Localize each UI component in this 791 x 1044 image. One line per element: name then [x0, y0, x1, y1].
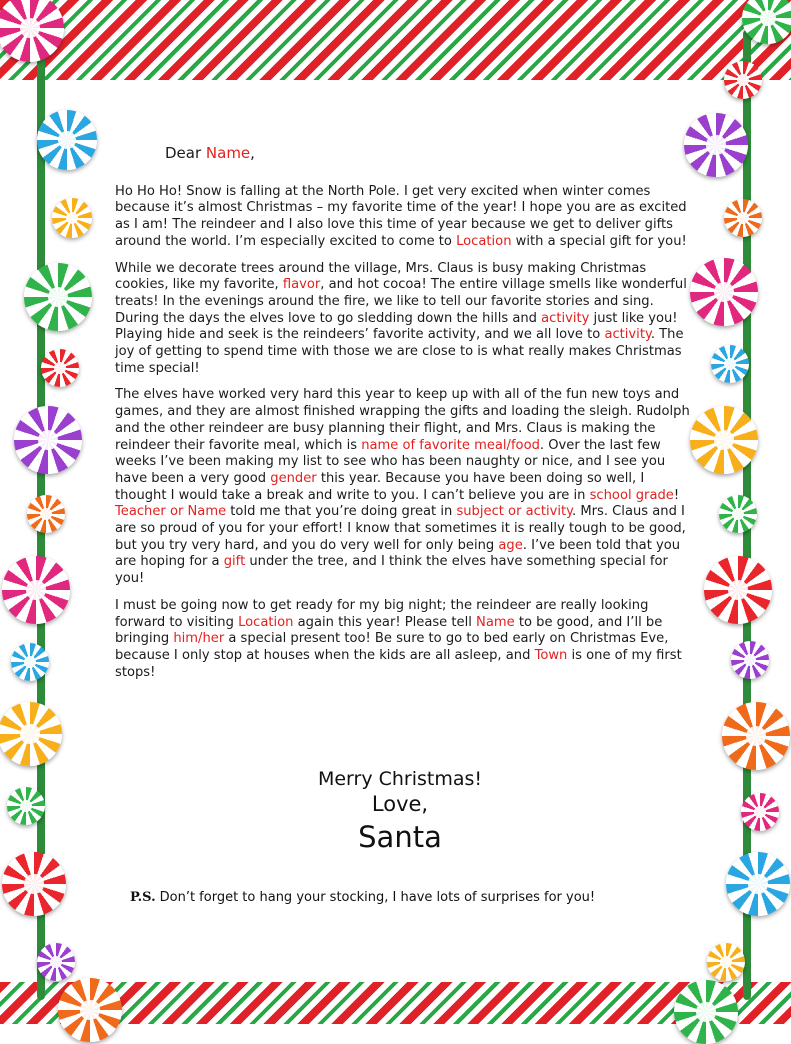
peppermint-candy-icon — [24, 263, 92, 331]
letter-text: to be good, and I’ll be bringing — [115, 614, 663, 647]
peppermint-candy-icon — [0, 702, 62, 766]
letter-text: I must be going now to get ready for my big night; the reindeer are really looking forward to visiting — [115, 597, 649, 630]
ps-label: P.S. — [130, 890, 156, 905]
letter-text: The elves have worked very hard this year to keep up with all of the fun new toys and games, and they are almost finished wrapping the gifts and loading the sleigh. Rudolph and the other reindeer are busy planning their flight, and Mrs. Claus is making the reindeer their favorite meal, which is — [115, 387, 690, 453]
placeholder-meal: name of favorite meal/food — [361, 437, 540, 453]
postscript — [130, 890, 710, 905]
peppermint-candy-icon — [37, 110, 97, 170]
placeholder-town: Town — [534, 647, 568, 663]
placeholder-location: Location — [456, 233, 512, 249]
placeholder-gift: gift — [223, 554, 246, 570]
placeholder-age: age — [498, 537, 523, 553]
closing-merry: Merry Christmas! — [317, 768, 483, 790]
peppermint-candy-icon — [724, 199, 762, 237]
letter-text: , — [250, 144, 255, 162]
peppermint-candy-icon — [707, 943, 745, 981]
greeting — [165, 145, 695, 162]
closing-block — [250, 767, 550, 857]
placeholder-subject: subject or activity — [456, 504, 573, 520]
placeholder-activity: activity — [541, 310, 590, 326]
peppermint-candy-icon — [52, 198, 92, 238]
peppermint-candy-icon — [11, 643, 49, 681]
letter-text: this year. Because you have been doing so well, I thought I would take a break and write to you. I can’t believe you are in — [115, 470, 645, 503]
placeholder-activity: activity — [604, 327, 651, 343]
peppermint-candy-icon — [37, 943, 75, 981]
letter-text: with a special gift for you! — [511, 233, 687, 249]
letter-text: under the tree, and I think the elves have something special for you! — [115, 554, 668, 587]
peppermint-candy-icon — [731, 641, 769, 679]
paragraph-3 — [115, 387, 695, 587]
letter-text: told me that you’re doing great in — [226, 504, 457, 520]
letter-text: . I’ve been told that you are hoping for a — [115, 537, 681, 570]
peppermint-candy-icon — [0, 0, 64, 62]
letter-text: Ho Ho Ho! Snow is falling at the North Pole. I get very excited when winter comes because it’s almost Christmas – my favorite time of the year! I hope you are as excited as I am! The reindeer and I also love this time of year because we get to deliver gifts around the world. I’m especially excited to come to — [115, 183, 687, 249]
placeholder-grade: school grade — [589, 487, 674, 503]
letter-text: just like you! Playing hide and seek is the reindeers’ favorite activity, and we all love to — [115, 310, 678, 343]
peppermint-candy-icon — [722, 702, 790, 770]
placeholder-gender: gender — [270, 470, 317, 486]
signature: Santa — [358, 820, 442, 854]
placeholder-flavor: flavor — [282, 277, 321, 293]
placeholder-name: Name — [205, 144, 251, 162]
letter-text: . The joy of getting to spend time with those we are close to is what really makes Christmas time special! — [115, 327, 684, 376]
letter-text: Dear — [165, 144, 206, 162]
letter-text: ! — [673, 487, 680, 503]
placeholder-name: Name — [476, 614, 515, 630]
peppermint-candy-icon — [741, 793, 779, 831]
peppermint-candy-icon — [58, 978, 122, 1042]
peppermint-candy-icon — [719, 495, 757, 533]
letter-body — [115, 145, 695, 691]
paragraph-4 — [115, 598, 695, 682]
peppermint-candy-icon — [2, 852, 66, 916]
letter-text: again this year! Please tell — [293, 614, 477, 630]
peppermint-candy-icon — [27, 495, 65, 533]
peppermint-candy-icon — [14, 406, 82, 474]
letter-text: While we decorate trees around the village, Mrs. Claus is busy making Christmas cookies, like my favorite, — [115, 260, 647, 293]
paragraph-1 — [115, 184, 695, 251]
peppermint-candy-icon — [726, 852, 790, 916]
peppermint-candy-icon — [711, 345, 749, 383]
letter-text: is one of my first stops! — [115, 647, 682, 680]
placeholder-location: Location — [238, 614, 294, 630]
placeholder-pronoun: him/her — [173, 631, 225, 647]
peppermint-candy-icon — [690, 406, 758, 474]
letter-text: , and hot cocoa! The entire village smells like wonderful treats! In the evenings around the fire, we like to tell our favorite stories and sing. During the days the elves love to go sledding down the hills and — [115, 277, 687, 326]
letter-text: . Over the last few weeks I’ve been making my list to see who has been naughty or nice, and I see you have been a very good — [115, 437, 666, 486]
peppermint-candy-icon — [41, 349, 79, 387]
letter-text: a special present too! Be sure to go to bed early on Christmas Eve, because I only stop at houses when the kids are all asleep, and — [115, 631, 669, 663]
ps-text: Don’t forget to hang your stocking, I have lots of surprises for you! — [159, 890, 596, 905]
peppermint-candy-icon — [704, 556, 772, 624]
peppermint-candy-icon — [2, 556, 70, 624]
peppermint-candy-icon — [690, 258, 758, 326]
peppermint-candy-icon — [724, 61, 762, 99]
peppermint-candy-icon — [674, 980, 738, 1044]
letter-text: . Mrs. Claus and I are so proud of you for your effort! I know that sometimes it is really tough to be good, but you try very hard, and you do very well for only being — [115, 504, 686, 553]
closing-love: Love, — [371, 792, 429, 816]
paragraph-2 — [115, 261, 695, 378]
placeholder-teacher: Teacher or Name — [115, 504, 227, 520]
peppermint-candy-icon — [7, 787, 45, 825]
